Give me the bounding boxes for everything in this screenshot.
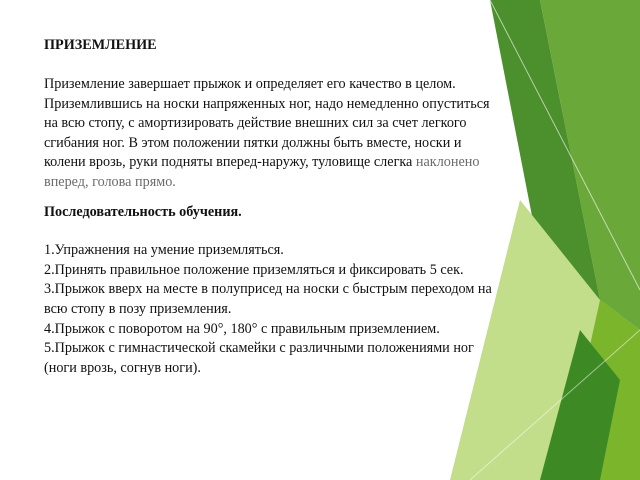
sequence-heading: Последовательность обучения. [44,203,242,220]
blank-line-2 [44,222,494,241]
training-step: 5.Прыжок с гимнастической скамейки с различными положениями ног (ноги врозь, согнув ноги). [44,340,474,376]
training-step: 4.Прыжок с поворотом на 90°, 180° с правильным приземлением. [44,320,440,337]
slide-content [44,36,494,378]
training-step: 3.Прыжок вверх на месте в полуприсед на носки с быстрым переходом на всю стопу в позу приземления. [44,281,492,317]
training-step: 2.Принять правильное положение приземляться и фиксировать 5 сек. [44,261,464,278]
training-step: 1.Упражнения на умение приземляться. [44,242,284,259]
slide-title: ПРИЗЕМЛЕНИЕ [44,37,157,53]
landing-description-text: Приземление завершает прыжок и определяет его качество в целом. Приземлившись на носки напряженных ног, надо немедленно опуститься на всю стопу, с амортизировать действие внешних сил за счет легкого сгибания ног. В этом положении пятки должны быть вместе, носки и колени врозь, руки подняты вперед-наружу, туловище слегка [44,76,490,171]
training-steps-list [44,241,494,378]
landing-description-muted: наклонено вперед, голова прямо. [44,154,480,190]
landing-description [44,75,494,193]
blank-line [44,56,494,75]
